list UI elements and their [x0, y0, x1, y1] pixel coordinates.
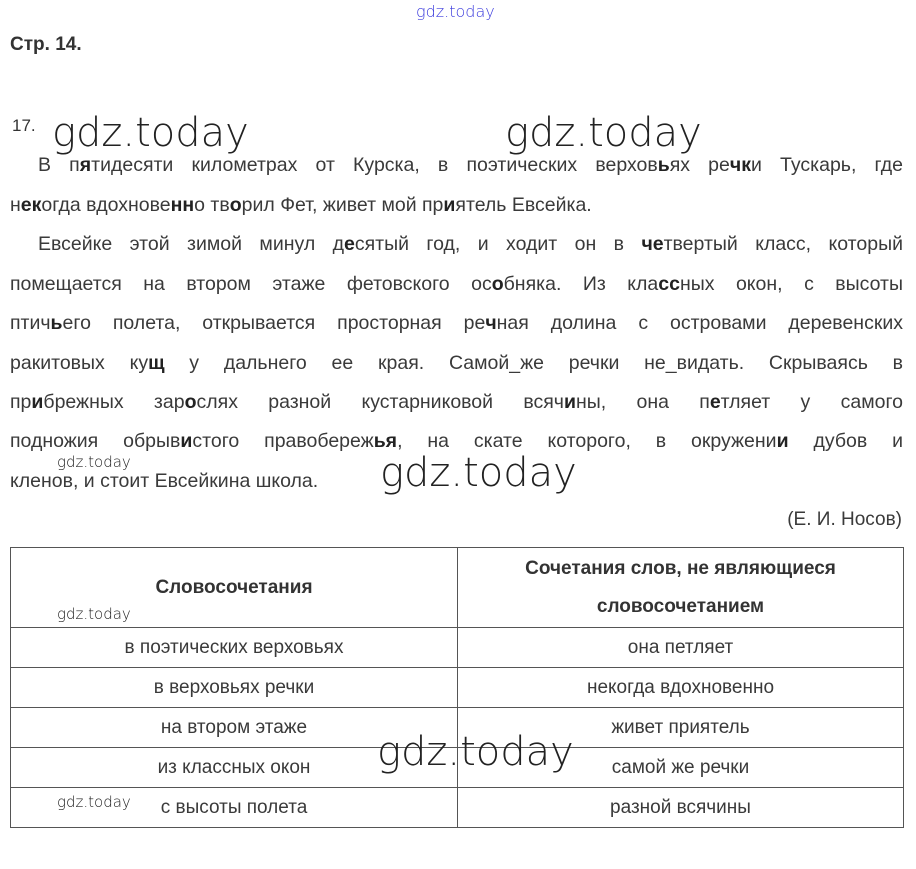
highlighted-letters: ч	[485, 312, 497, 334]
header-non-phrases: Сочетания слов, не являющиеся словосочетанием	[458, 548, 904, 628]
non-phrase-cell: живет приятель	[458, 708, 904, 748]
highlighted-letters: щ	[148, 352, 165, 374]
highlighted-letters: ья	[373, 430, 398, 452]
highlighted-letters: и	[776, 430, 789, 452]
author: (Е. И. Носов)	[787, 509, 902, 530]
highlighted-letters: и	[31, 391, 44, 413]
exercise-number: 17.	[12, 116, 36, 135]
watermark: gdz.today	[52, 110, 249, 156]
non-phrase-cell: самой же речки	[458, 748, 904, 788]
highlighted-letters: и	[180, 430, 193, 452]
highlighted-letters: ь	[657, 154, 670, 176]
phrase-cell: в поэтических верховьях	[11, 628, 458, 668]
highlighted-letters: и	[563, 391, 576, 413]
highlighted-letters: сс	[658, 273, 680, 295]
watermark: gdz.today	[57, 453, 131, 471]
highlighted-letters: ек	[20, 194, 42, 216]
watermark: gdz.today	[416, 2, 495, 21]
phrase-cell: с высоты полета	[11, 788, 458, 828]
highlighted-letters: о	[229, 194, 242, 216]
text-line: прибрежных зарослях разной кустарниковой всячины, она петляет у самого	[10, 391, 903, 413]
highlighted-letters: о	[184, 391, 197, 413]
page-header: Стр. 14.	[10, 34, 82, 55]
table-row	[11, 668, 904, 708]
phrase-cell: из классных окон	[11, 748, 458, 788]
watermark: gdz.today	[377, 729, 574, 775]
text-line: ракитовых кущ у дальнего ее края. Самой_же речки не_видать. Скрываясь в	[10, 352, 903, 374]
watermark: gdz.today	[380, 450, 577, 496]
header-phrases: Словосочетания	[11, 548, 458, 628]
highlighted-letters: е	[709, 391, 721, 413]
text-line: В пятидесяти километрах от Курска, в поэтических верховьях речки Тускарь, где	[38, 154, 904, 176]
highlighted-letters: е	[344, 233, 355, 255]
phrase-cell: в верховьях речки	[11, 668, 458, 708]
highlighted-letters: нн	[170, 194, 195, 216]
highlighted-letters: я	[79, 154, 92, 176]
non-phrase-cell: она петляет	[458, 628, 904, 668]
watermark: gdz.today	[57, 605, 131, 623]
table-row	[11, 788, 904, 828]
watermark: gdz.today	[505, 110, 702, 156]
highlighted-letters: ь	[50, 312, 63, 334]
highlighted-letters: о	[491, 273, 504, 295]
non-phrase-cell: разной всячины	[458, 788, 904, 828]
answer-table	[10, 547, 904, 828]
text-line: некогда вдохновенно творил Фет, живет мой приятель Евсейка.	[10, 194, 592, 216]
highlighted-letters: и	[443, 194, 456, 216]
table-header-row	[11, 548, 904, 628]
text-line: помещается на втором этаже фетовского особняка. Из классных окон, с высоты	[10, 273, 903, 295]
non-phrase-cell: некогда вдохновенно	[458, 668, 904, 708]
highlighted-letters: чк	[729, 154, 751, 176]
table-row	[11, 628, 904, 668]
text-line: подножия обрывистого правобережья, на скате которого, в окружении дубов и	[10, 430, 903, 452]
highlighted-letters: че	[641, 233, 664, 255]
watermark: gdz.today	[57, 793, 131, 811]
text-line: Евсейке этой зимой минул десятый год, и ходит он в четвертый класс, который	[38, 233, 903, 255]
text-line: птичьего полета, открывается просторная речная долина с островами деревенских	[10, 312, 903, 334]
phrase-cell: на втором этаже	[11, 708, 458, 748]
text-line: кленов, и стоит Евсейкина школа.	[10, 470, 319, 492]
